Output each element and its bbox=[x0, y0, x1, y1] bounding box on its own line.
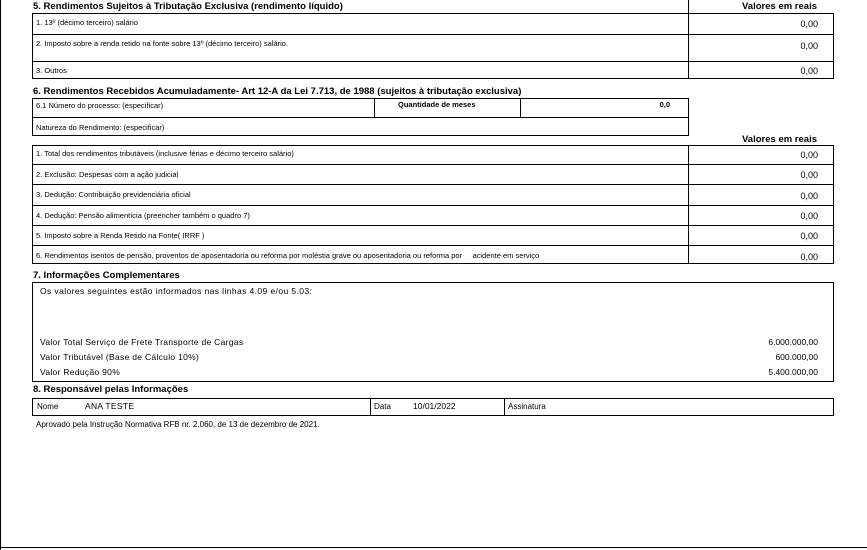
section-6-row-value: 0,00 bbox=[800, 252, 818, 262]
page-left-border bbox=[0, 0, 1, 550]
section-6-row-value: 0,00 bbox=[800, 170, 818, 180]
complementary-item-value: 5.400.000,00 bbox=[768, 367, 818, 377]
nature-label: Natureza do Rendimento: (especificar) bbox=[36, 123, 165, 132]
section-5-row-value: 0,00 bbox=[800, 41, 818, 51]
date-value: 10/01/2022 bbox=[413, 401, 456, 411]
section-6-row-label: 5. Imposto sobre a Renda Retido na Fonte( IRRF ) bbox=[36, 231, 205, 240]
section-8-col-divider bbox=[504, 398, 505, 416]
section-8-title: 8. Responsável pelas Informações bbox=[33, 384, 189, 395]
section-6-process-divider bbox=[32, 117, 689, 118]
responsible-name-value: ANA TESTE bbox=[85, 401, 135, 411]
complementary-item-label: Valor Redução 90% bbox=[40, 367, 121, 377]
section-5-column-divider bbox=[688, 0, 689, 79]
section-5-row-label: 3. Outros bbox=[36, 66, 67, 75]
section-6-row-value: 0,00 bbox=[800, 191, 818, 201]
complementary-intro: Os valores seguintes estão informados nas linhas 4.09 e/ou 5.03: bbox=[40, 286, 313, 296]
date-label: Data bbox=[374, 402, 391, 411]
section-6-row-label: 6. Rendimentos isentos de pensão, proventos de aposentadoria ou reforma por moléstia grave ou aposentadoria ou reforma por acidente em serviço bbox=[36, 251, 540, 260]
section-6-row-divider bbox=[32, 164, 834, 165]
section-6-row-label: 3. Dedução: Contribuição previdenciária oficial bbox=[36, 190, 191, 199]
section-8-col-divider bbox=[370, 398, 371, 416]
signature-label: Assinatura bbox=[508, 402, 546, 411]
responsible-name-label: Nome bbox=[37, 402, 59, 411]
section-6-row-divider bbox=[32, 245, 834, 246]
section-6-title: 6. Rendimentos Recebidos Acumuladamente- Art 12-A da Lei 7.713, de 1988 (sujeitos à tributação exclusiva) bbox=[33, 86, 522, 97]
section-6-row-label: 4. Dedução: Pensão alimentícia (preencher também o quadro 7) bbox=[36, 211, 250, 220]
months-value: 0,0 bbox=[659, 100, 670, 109]
section-5-values-header: Valores em reais bbox=[742, 1, 817, 12]
approval-footer: Aprovado pela Instrução Normativa RFB nr. 2.060, de 13 de dezembro de 2021. bbox=[36, 420, 320, 429]
section-6-row-value: 0,00 bbox=[800, 231, 818, 241]
section-5-row-value: 0,00 bbox=[800, 66, 818, 76]
page-bottom-border bbox=[0, 547, 867, 548]
process-number-label: 6.1 Número do processo: (especificar) bbox=[36, 101, 164, 110]
complementary-item-value: 600.000,00 bbox=[775, 352, 818, 362]
section-5-title: 5. Rendimentos Sujeitos à Tributação Exclusiva (rendimento líquido) bbox=[33, 1, 343, 12]
section-6-row-divider bbox=[32, 205, 834, 206]
section-6-row-value: 0,00 bbox=[800, 211, 818, 221]
section-6-row-divider bbox=[32, 225, 834, 226]
section-5-row-divider bbox=[32, 61, 834, 62]
section-6-process-col-divider bbox=[374, 98, 375, 117]
section-5-row-value: 0,00 bbox=[800, 19, 818, 29]
complementary-item-label: Valor Tributável (Base de Cálculo 10%) bbox=[40, 352, 200, 362]
complementary-item-label: Valor Total Serviço de Frete Transporte de Cargas bbox=[40, 337, 244, 347]
section-6-row-value: 0,00 bbox=[800, 150, 818, 160]
months-label: Quantidade de meses bbox=[398, 100, 476, 109]
section-6-process-col-divider bbox=[520, 98, 521, 117]
complementary-item-value: 6.000.000,00 bbox=[768, 337, 818, 347]
section-5-row-label: 2. Imposto sobre a renda retido na fonte sobre 13º (décimo terceiro) salário. bbox=[36, 39, 289, 48]
section-7-title: 7. Informações Complementares bbox=[33, 270, 180, 281]
section-5-row-label: 1. 13º (décimo terceiro) salário bbox=[36, 18, 138, 27]
section-5-row-divider bbox=[32, 34, 834, 35]
section-6-row-label: 1. Total dos rendimentos tributáveis (inclusive férias e décimo terceiro salário) bbox=[36, 149, 294, 158]
section-6-values-header: Valores em reais bbox=[742, 134, 817, 145]
section-6-row-divider bbox=[32, 184, 834, 185]
section-6-row-label: 2. Exclusão: Despesas com a ação judicial bbox=[36, 170, 179, 179]
